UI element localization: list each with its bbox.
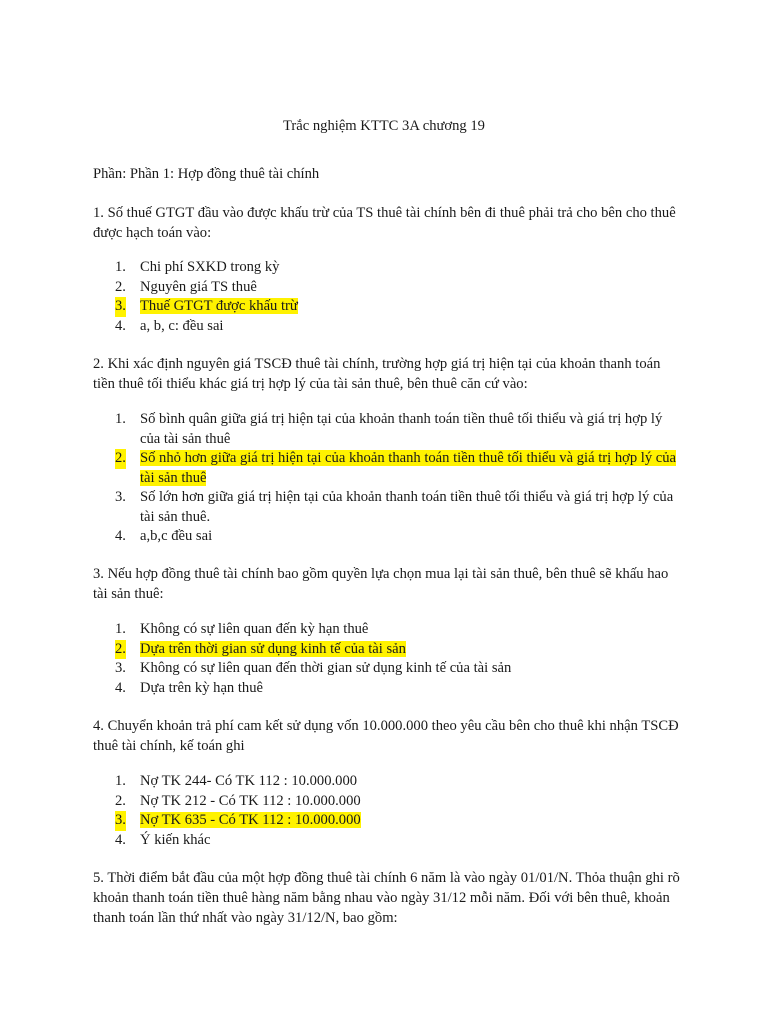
option-number: 1. <box>115 773 126 789</box>
option-item <box>93 620 683 640</box>
option-number: 3. <box>115 811 126 831</box>
option-item <box>93 258 683 278</box>
option-text: Không có sự liên quan đến thời gian sử dụng kinh tế của tài sản <box>140 660 512 676</box>
section-heading: Phần: Phần 1: Hợp đồng thuê tài chính <box>93 166 320 182</box>
option-item <box>93 488 683 527</box>
option-text: Ý kiến khác <box>140 831 211 848</box>
option-number: 1. <box>115 411 126 427</box>
option-text: Chi phí SXKD trong kỳ <box>140 259 280 275</box>
option-text: a, b, c: đều sai <box>140 317 224 334</box>
option-item-highlighted <box>93 449 683 488</box>
option-text: Nợ TK 212 - Có TK 112 : 10.000.000 <box>140 792 361 809</box>
option-item <box>93 772 683 792</box>
question-3: 3. Nếu hợp đồng thuê tài chính bao gồm quyền lựa chọn mua lại tài sản thuê, bên thuê sẽ khấu hao tài sản thuê: <box>93 566 669 602</box>
option-number: 2. <box>115 449 126 469</box>
option-number: 4. <box>115 679 126 696</box>
question-5: 5. Thời điểm bắt đầu của một hợp đồng thuê tài chính 6 năm là vào ngày 01/01/N. Thỏa thuận ghi rõ khoản thanh toán tiền thuê hàng năm bằng nhau vào ngày 31/12 mỗi năm. Đối với bên thuê, khoản thanh toán lần thứ nhất vào ngày 31/12/N, bao gồm: <box>93 870 680 926</box>
option-number: 2. <box>115 792 126 809</box>
option-number: 4. <box>115 831 126 848</box>
option-item <box>93 410 683 449</box>
option-item <box>93 679 683 699</box>
option-text: Nợ TK 244- Có TK 112 : 10.000.000 <box>140 773 358 789</box>
option-item <box>93 792 683 812</box>
option-number: 2. <box>115 640 126 660</box>
question-3-options <box>93 620 683 698</box>
option-item <box>93 527 683 547</box>
option-number: 4. <box>115 317 126 334</box>
option-item <box>93 831 683 851</box>
question-1-options <box>93 258 683 336</box>
option-text: Không có sự liên quan đến kỳ hạn thuê <box>140 621 369 637</box>
option-text-highlighted: Dựa trên thời gian sử dụng kinh tế của tài sản <box>140 640 406 657</box>
option-text: Dựa trên kỳ hạn thuê <box>140 679 263 696</box>
option-text: Số bình quân giữa giá trị hiện tại của khoản thanh toán tiền thuê tối thiểu và giá trị hợp lý của tài sản thuê <box>140 411 663 447</box>
document-title: Trắc nghiệm KTTC 3A chương 19 <box>283 118 485 134</box>
option-number: 4. <box>115 528 126 544</box>
option-item <box>93 659 683 679</box>
question-4: 4. Chuyển khoản trả phí cam kết sử dụng vốn 10.000.000 theo yêu cầu bên cho thuê khi nhận TSCĐ thuê tài chính, kế toán ghi <box>93 718 679 754</box>
option-number: 3. <box>115 489 126 505</box>
option-item <box>93 317 683 337</box>
option-number: 3. <box>115 660 126 676</box>
option-number: 1. <box>115 621 126 637</box>
option-number: 3. <box>115 297 126 317</box>
question-1: 1. Số thuế GTGT đầu vào được khấu trừ của TS thuê tài chính bên đi thuê phải trả cho bên cho thuê được hạch toán vào: <box>93 205 676 241</box>
option-number: 1. <box>115 259 126 275</box>
option-item-highlighted <box>93 811 683 831</box>
option-text-highlighted: Thuế GTGT được khấu trừ <box>140 298 298 314</box>
option-text-highlighted: Số nhỏ hơn giữa giá trị hiện tại của khoản thanh toán tiền thuê tối thiểu và giá trị hợp lý của tài sản thuê <box>140 450 677 486</box>
question-2: 2. Khi xác định nguyên giá TSCĐ thuê tài chính, trường hợp giá trị hiện tại của khoản thanh toán tiền thuê tối thiểu khác giá trị hợp lý của tài sản thuê, bên thuê căn cứ vào: <box>93 356 661 392</box>
option-item-highlighted <box>93 640 683 660</box>
question-2-options <box>93 410 683 547</box>
option-text: Nguyên giá TS thuê <box>140 278 257 295</box>
option-item-highlighted <box>93 297 683 317</box>
option-item <box>93 278 683 298</box>
question-4-options <box>93 772 683 850</box>
option-number: 2. <box>115 278 126 295</box>
option-text: a,b,c đều sai <box>140 528 213 544</box>
option-text: Số lớn hơn giữa giá trị hiện tại của khoản thanh toán tiền thuê tối thiểu và giá trị hợp lý của tài sản thuê. <box>140 489 674 525</box>
option-text-highlighted: Nợ TK 635 - Có TK 112 : 10.000.000 <box>140 812 361 828</box>
